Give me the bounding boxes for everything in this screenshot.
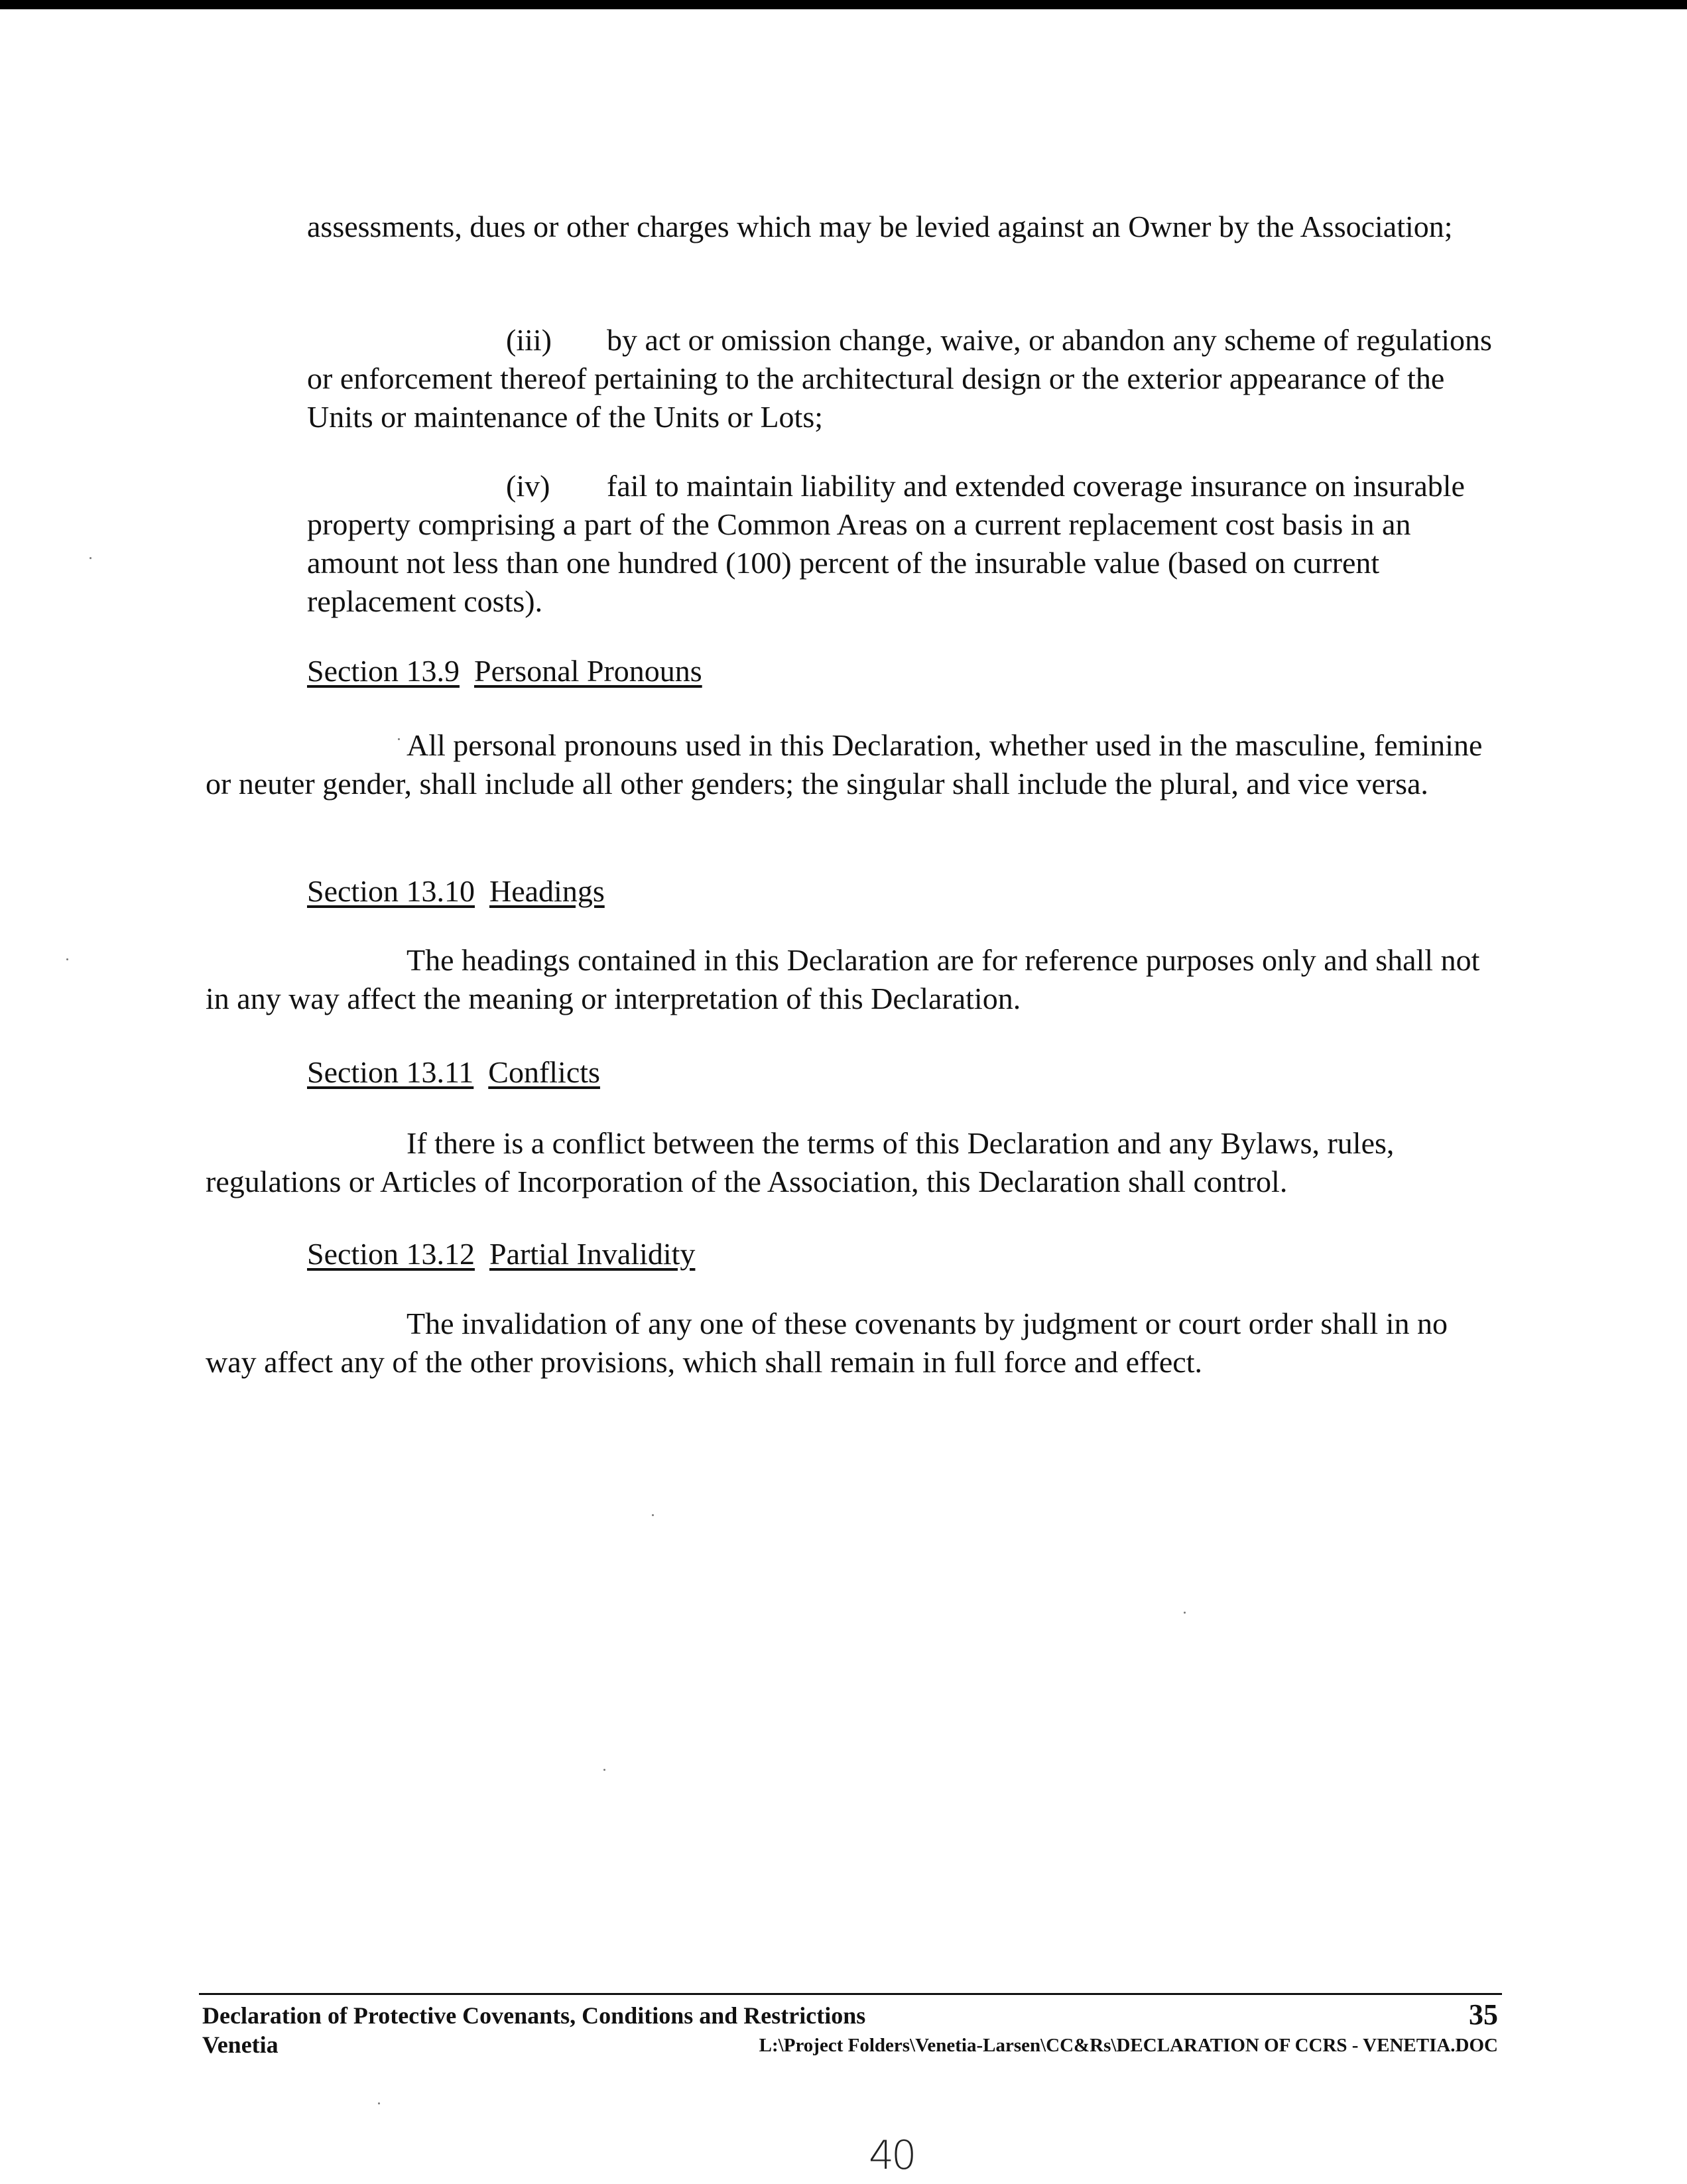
subitem-iii <box>307 321 1501 436</box>
section-heading-13-9 <box>307 652 702 690</box>
footer-file-path: L:\Project Folders\Venetia-Larsen\CC&Rs\DECLARATION OF CCRS - VENETIA.DOC <box>759 2035 1498 2056</box>
continuation-paragraph: assessments, dues or other charges which may be levied against an Owner by the Association; <box>307 210 1453 243</box>
handwritten-page-mark: 40 <box>869 2132 914 2179</box>
subitem-number: (iii) <box>506 323 552 357</box>
section-body-13-10: The headings contained in this Declaration are for reference purposes only and shall not in any way affect the meaning or interpretation of this Declaration. <box>206 943 1480 1015</box>
section-body-13-12: The invalidation of any one of these covenants by judgment or court order shall in no way affect any of the other provisions, which shall remain in full force and effect. <box>206 1307 1448 1379</box>
subitem-text: fail to maintain liability and extended coverage insurance on insurable property comprising a part of the Common Areas on a current replacement cost basis in an amount not less than one hundred (100) percent of the insurable value (based on current replacement costs). <box>307 469 1465 618</box>
section-title: Personal Pronouns <box>473 654 702 688</box>
subitem-iv <box>307 467 1501 621</box>
section-heading-13-11 <box>307 1053 600 1092</box>
section-heading-13-12 <box>307 1235 695 1273</box>
footer-project-name: Venetia <box>202 2031 279 2058</box>
section-body-13-9: All personal pronouns used in this Declaration, whether used in the masculine, feminine or neuter gender, shall include all other genders; the singular shall include the plural, and vice versa. <box>206 728 1483 801</box>
section-number: Section 13.11 <box>307 1055 474 1089</box>
section-number: Section 13.9 <box>307 654 460 688</box>
page-number: 35 <box>1469 1998 1498 2031</box>
subitem-text: by act or omission change, waive, or abandon any scheme of regulations or enforcement thereof pertaining to the architectural design or the exterior appearance of the Units or maintenance of the Units or Lots; <box>307 323 1492 434</box>
scan-speck <box>1184 1612 1186 1614</box>
scan-speck <box>398 738 400 740</box>
section-title: Headings <box>489 874 605 908</box>
section-title: Partial Invalidity <box>489 1237 696 1271</box>
footer-divider <box>199 1993 1502 1995</box>
scan-speck <box>603 1769 605 1771</box>
scan-speck <box>378 2102 380 2104</box>
section-number: Section 13.12 <box>307 1237 475 1271</box>
scan-speck <box>66 958 68 960</box>
scan-speck <box>90 557 92 559</box>
footer-title: Declaration of Protective Covenants, Conditions and Restrictions <box>202 2002 866 2029</box>
section-body-13-11: If there is a conflict between the terms of this Declaration and any Bylaws, rules, regulations or Articles of Incorporation of the Association, this Declaration shall control. <box>206 1126 1395 1198</box>
subitem-number: (iv) <box>506 469 550 503</box>
section-heading-13-10 <box>307 872 605 911</box>
section-title: Conflicts <box>488 1055 600 1089</box>
scan-speck <box>652 1514 654 1516</box>
section-number: Section 13.10 <box>307 874 475 908</box>
